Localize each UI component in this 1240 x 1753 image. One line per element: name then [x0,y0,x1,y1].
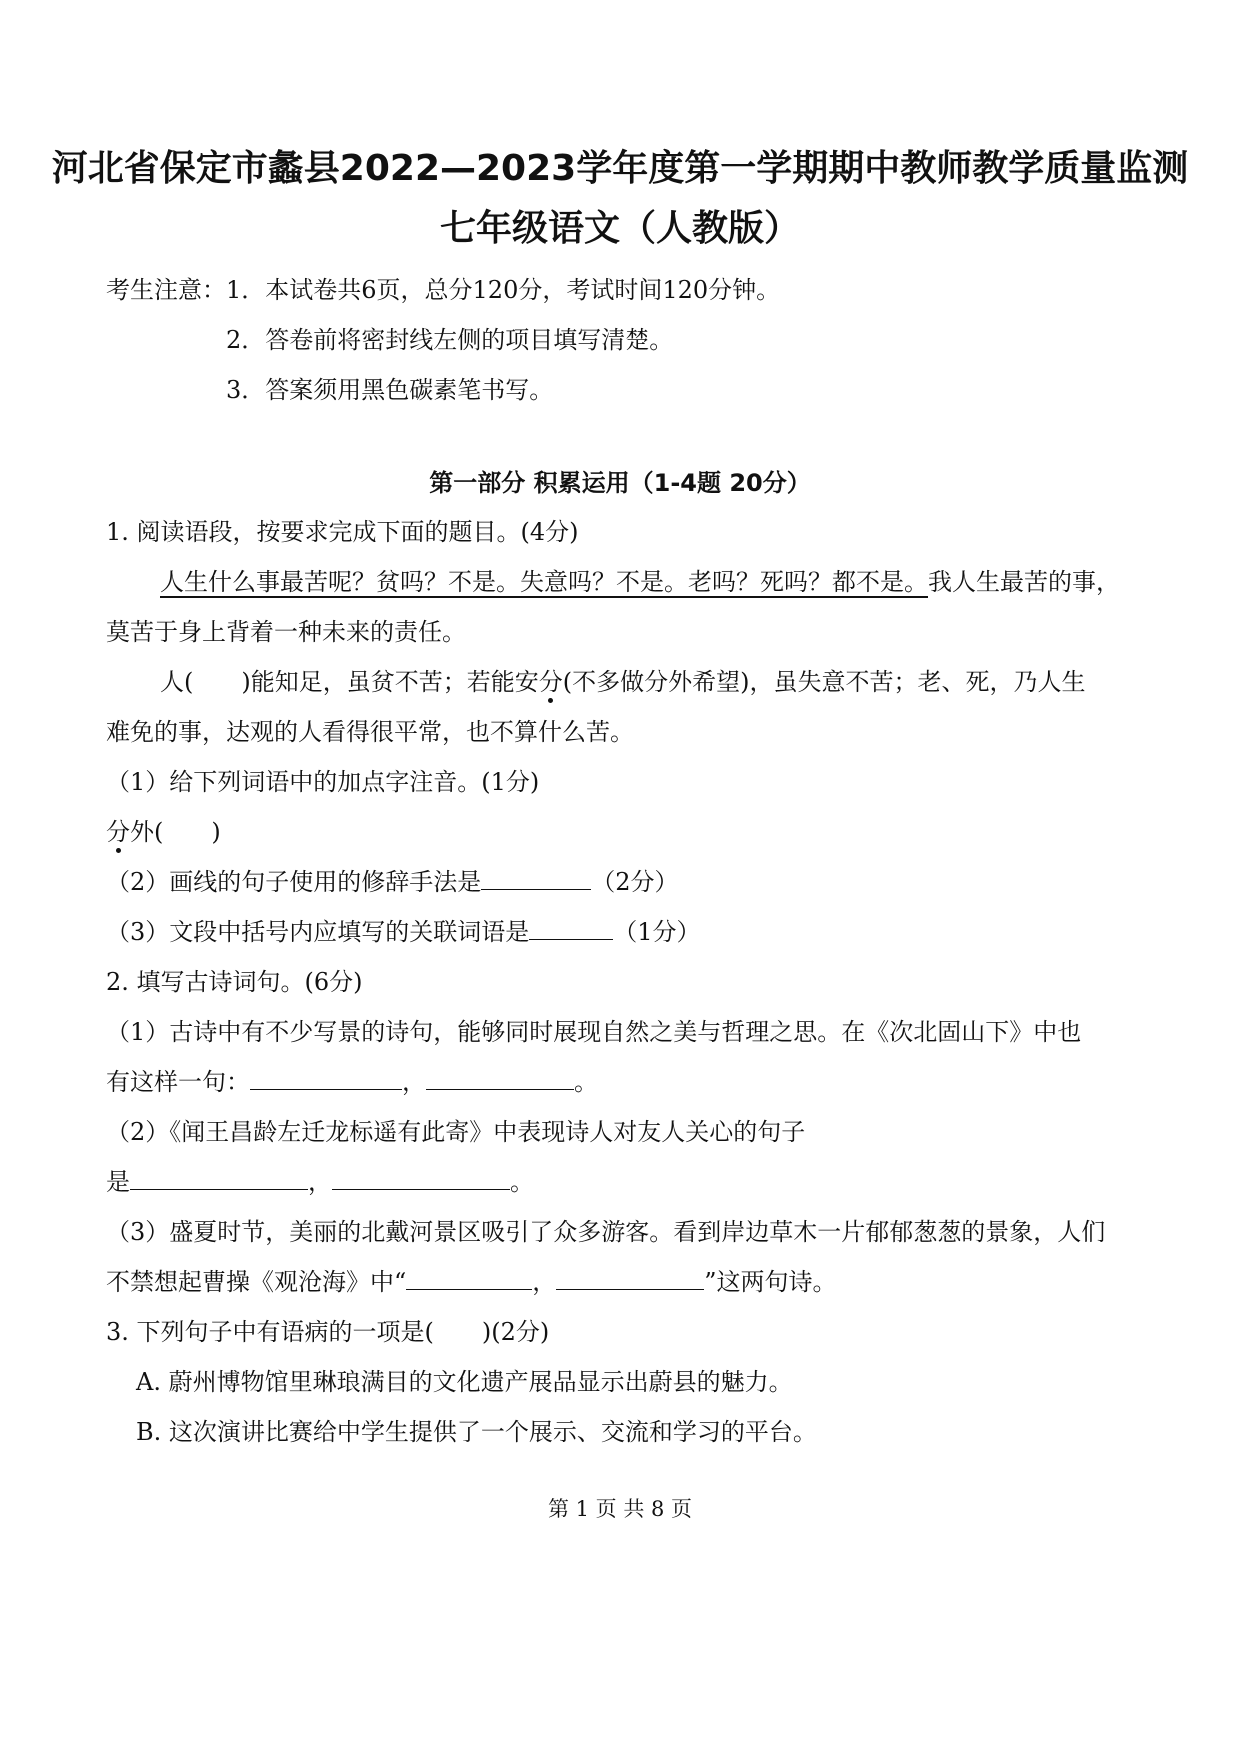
question-2-sub-1-blanks [106,1062,598,1097]
sub-question-text: 不禁想起曹操《观沧海》中“ [106,1268,407,1296]
answer-blank[interactable] [529,917,613,940]
question-1-stem: 1. 阅读语段，按要求完成下面的题目。(4分) [106,518,579,546]
notice-line-1 [106,270,780,305]
sub-question-text: （3）文段中括号内应填写的关联词语是 [106,918,530,946]
sub-question-text: 是 [106,1168,130,1196]
question-2-sub-3: （3）盛夏时节，美丽的北戴河景区吸引了众多游客。看到岸边草木一片郁郁葱葱的景象，人们 [106,1218,1106,1246]
passage-text: 人( )能知足，虽贫不苦；若能安 [160,668,539,696]
option-a[interactable]: A. 蔚州博物馆里琳琅满目的文化遗产展品显示出蔚县的魅力。 [136,1368,793,1396]
punctuation: ， [402,1068,426,1096]
question-1-sub-3 [106,912,701,947]
question-1-sub-1: （1）给下列词语中的加点字注音。(1分) [106,768,540,796]
passage-line [160,562,1120,597]
question-2-sub-3-blanks [106,1262,837,1297]
answer-blank[interactable] [481,867,591,890]
exam-title: 河北省保定市蠡县2022—2023学年度第一学期期中教师教学质量监测 [51,148,1189,189]
passage-line: 莫苦于身上背着一种未来的责任。 [106,618,466,646]
notice-item: 2．答卷前将密封线左侧的项目填写清楚。 [226,326,674,354]
dotted-character: 分 [106,812,130,847]
sub-question-text: 有这样一句： [106,1068,250,1096]
page-footer: 第 1 页 共 8 页 [547,1497,693,1521]
punctuation: 。 [574,1068,598,1096]
sub-question-text: ”这两句诗。 [704,1268,837,1296]
passage-text: (不多做分外希望)，虽失意不苦；老、死，乃人生 [562,668,1086,696]
answer-blank[interactable] [130,1167,308,1190]
word-rest: 外( ) [130,818,221,846]
passage-line [160,662,1085,697]
pinyin-word [106,812,221,847]
passage-text: 我人生最苦的事， [928,568,1120,596]
notice-label: 考生注意： [106,276,226,304]
answer-blank[interactable] [406,1267,532,1290]
question-3-stem: 3. 下列句子中有语病的一项是( )(2分) [106,1318,550,1346]
question-2-sub-2: （2）《闻王昌龄左迁龙标遥有此寄》中表现诗人对友人关心的句子 [106,1118,806,1146]
punctuation: ， [308,1168,332,1196]
answer-blank[interactable] [332,1167,510,1190]
score-text: （2分） [591,868,679,896]
question-1-sub-2 [106,862,679,897]
question-2-stem: 2. 填写古诗词句。(6分) [106,968,363,996]
answer-blank[interactable] [250,1067,402,1090]
notice-item: 1．本试卷共6页，总分120分，考试时间120分钟。 [226,276,781,304]
notice-item: 3．答案须用黑色碳素笔书写。 [226,376,554,404]
answer-blank[interactable] [556,1267,704,1290]
passage-line: 难免的事，达观的人看得很平常，也不算什么苦。 [106,718,634,746]
answer-blank[interactable] [426,1067,574,1090]
question-2-sub-1: （1）古诗中有不少写景的诗句，能够同时展现自然之美与哲理之思。在《次北固山下》中也 [106,1018,1082,1046]
exam-subtitle: 七年级语文（人教版） [439,208,800,249]
punctuation: 。 [510,1168,534,1196]
section-heading: 第一部分 积累运用（1-4题 20分） [429,469,811,497]
score-text: （1分） [613,918,701,946]
underlined-sentence: 人生什么事最苦呢？贫吗？不是。失意吗？不是。老吗？死吗？都不是。 [160,568,928,596]
option-b[interactable]: B. 这次演讲比赛给中学生提供了一个展示、交流和学习的平台。 [136,1418,817,1446]
punctuation: ， [532,1268,557,1296]
question-2-sub-2-blanks [106,1162,534,1197]
sub-question-text: （2）画线的句子使用的修辞手法是 [106,868,482,896]
dotted-character: 分 [539,662,563,697]
